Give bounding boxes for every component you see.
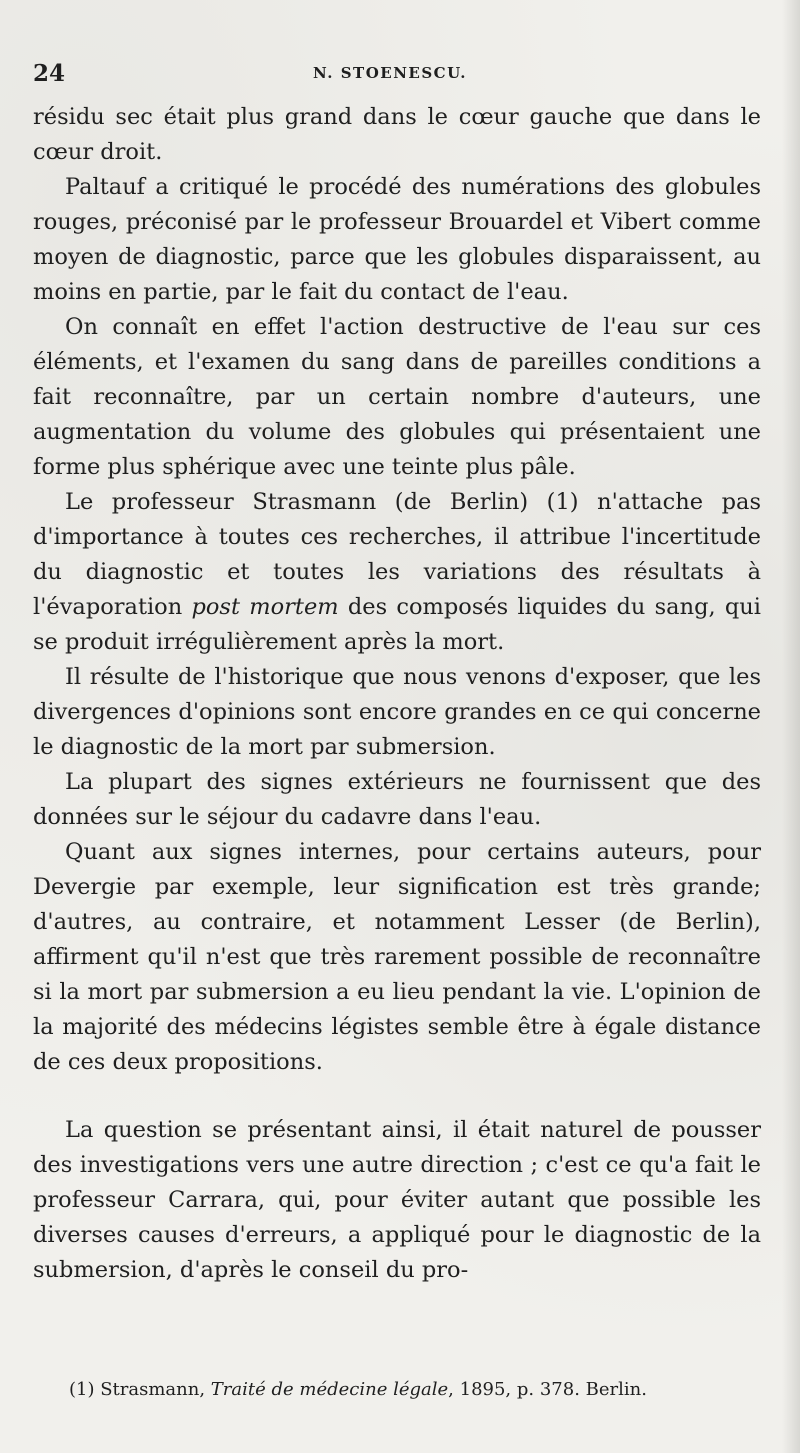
text-run: Il résulte de l'historique que nous venons d'exposer, que les divergences d'opinions sont encore grandes en ce qui concerne le diagnostic de la mort par submersion.	[33, 664, 761, 760]
paragraph	[33, 485, 761, 660]
footnote	[33, 1378, 753, 1402]
text-run: des composés liquides du sang, qui se produit irrégulièrement après la mort.	[33, 594, 761, 655]
text-run: Paltauf a critiqué le procédé des numérations des globules rouges, préconisé par le professeur Brouardel et Vibert comme moyen de diagnostic, parce que les globules disparaissent, au moins en partie, par le fait du contact de l'eau.	[33, 174, 761, 305]
footnote-text: , 1895, p. 378. Berlin.	[448, 1379, 647, 1400]
text-run: Le professeur Strasmann (de Berlin) (1) n'attache pas d'importance à toutes ces recherches, il attribue l'incertitude du diagnostic et toutes les variations des résultats à l'évaporation	[33, 489, 761, 620]
paragraph	[33, 1113, 761, 1288]
paragraph	[33, 765, 761, 835]
text-run: résidu sec était plus grand dans le cœur gauche que dans le cœur droit.	[33, 104, 761, 165]
running-head: N. STOENESCU.	[313, 64, 468, 82]
paragraph	[33, 660, 761, 765]
paragraph	[33, 100, 761, 170]
paragraph	[33, 170, 761, 310]
italic-text: post mortem	[191, 594, 339, 620]
text-run: La plupart des signes extérieurs ne fournissent que des données sur le séjour du cadavre dans l'eau.	[33, 769, 761, 830]
text-run: Quant aux signes internes, pour certains auteurs, pour Devergie par exemple, leur signification est très grande; d'autres, au contraire, et notamment Lesser (de Berlin), affirment qu'il n'est que très rarement possible de reconnaître si la mort par submersion a eu lieu pendant la vie. L'opinion de la majorité des médecins légistes semble être à égale distance de ces deux propositions.	[33, 839, 761, 1075]
text-run: On connaît en effet l'action destructive de l'eau sur ces éléments, et l'examen du sang dans de pareilles conditions a fait reconnaître, par un certain nombre d'auteurs, une augmentation du volume des globules qui présentaient une forme plus sphérique avec une teinte plus pâle.	[33, 314, 761, 480]
body-text	[33, 100, 761, 1288]
footnote-title: Traité de médecine légale	[210, 1379, 449, 1400]
page-edge-shadow	[782, 0, 800, 1453]
paragraph	[33, 835, 761, 1080]
paragraph	[33, 310, 761, 485]
footnote-text: (1) Strasmann,	[69, 1379, 211, 1400]
text-run: La question se présentant ainsi, il était naturel de pousser des investigations vers une autre direction ; c'est ce qu'a fait le professeur Carrara, qui, pour éviter autant que possible les diverses causes d'erreurs, a appliqué pour le diagnostic de la submersion, d'après le conseil du pro-	[33, 1117, 761, 1283]
page-number: 24	[33, 60, 66, 87]
page-header	[33, 60, 753, 90]
